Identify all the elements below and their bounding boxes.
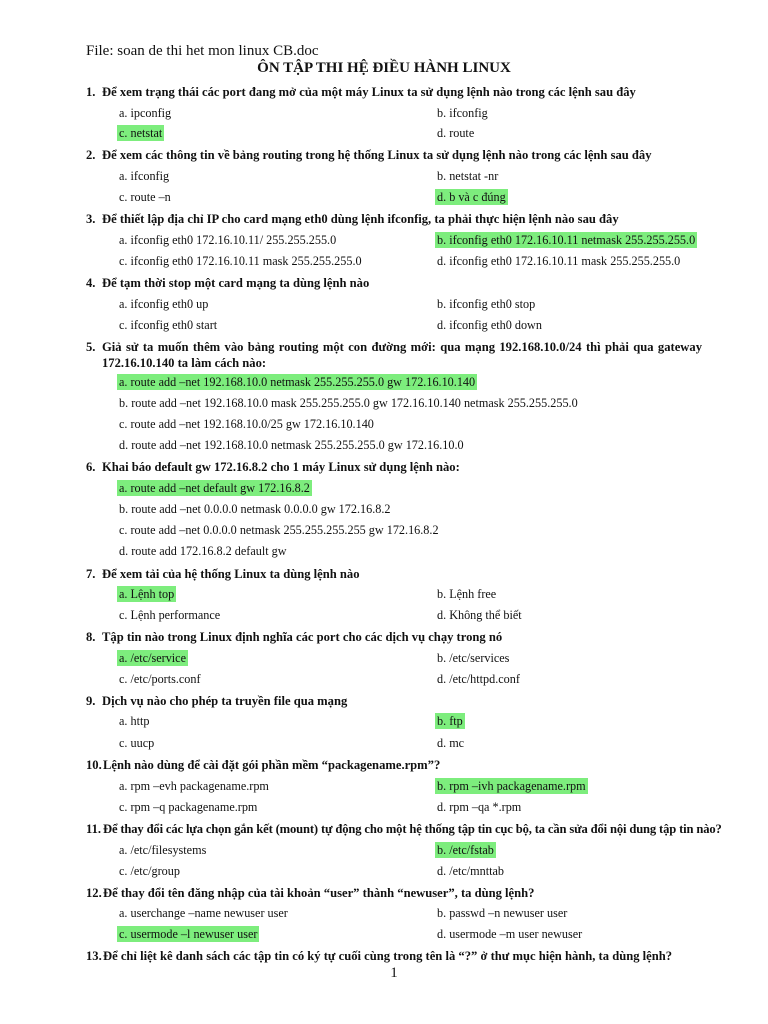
option-11b-answer: b. /etc/fstab (437, 843, 494, 857)
option-11d: d. /etc/mnttab (437, 864, 505, 878)
option-10b-answer: b. rpm –ivh packagename.rpm (437, 779, 586, 793)
option-3b-answer: b. ifconfig eth0 172.16.10.11 netmask 255.255.255.0 (437, 233, 696, 247)
option-4b: b. ifconfig eth0 stop (437, 297, 536, 311)
option-7c: c. Lệnh performance (119, 608, 221, 622)
question-text: Dịch vụ nào cho phép ta truyền file qua mạng (102, 694, 348, 708)
question-12 (86, 884, 702, 902)
option-3c: c. ifconfig eth0 172.16.10.11 mask 255.255.255.0 (119, 254, 362, 268)
option-9c: c. uucp (119, 736, 155, 750)
option-5b: b. route add –net 192.168.10.0 mask 255.255.255.0 gw 172.16.10.140 netmask 255.255.255.0 (119, 396, 578, 410)
question-text: Để xem trạng thái các port đang mở của một máy Linux ta sử dụng lệnh nào trong các lệnh sau đây (102, 85, 636, 99)
question-11 (86, 820, 722, 838)
option-12d: d. usermode –m user newuser (437, 927, 583, 941)
option-7a-answer: a. Lệnh top (119, 587, 175, 601)
question-number: 3. (86, 212, 96, 226)
question-number: 12. (86, 886, 102, 900)
question-number: 5. (86, 340, 96, 354)
question-number: 8. (86, 630, 96, 644)
option-7d: d. Không thể biết (437, 608, 522, 622)
option-6a-answer: a. route add –net default gw 172.16.8.2 (119, 481, 310, 495)
option-6d: d. route add 172.16.8.2 default gw (119, 544, 287, 558)
option-11c: c. /etc/group (119, 864, 180, 878)
question-text: Tập tin nào trong Linux định nghĩa các port cho các dịch vụ chạy trong nó (102, 630, 503, 644)
question-number: 2. (86, 148, 96, 162)
question-text: Để thay đổi tên đăng nhập của tài khoản “user” thành “newuser”, ta dùng lệnh? (103, 886, 535, 900)
option-9d: d. mc (437, 736, 465, 750)
option-11a: a. /etc/filesystems (119, 843, 207, 857)
option-6b: b. route add –net 0.0.0.0 netmask 0.0.0.0 gw 172.16.8.2 (119, 502, 391, 516)
option-2d-answer: d. b và c đúng (437, 190, 506, 204)
question-text: Để xem các thông tin về bảng routing trong hệ thống Linux ta sử dụng lệnh nào trong các lệnh sau đây (102, 148, 652, 162)
option-2b: b. netstat -nr (437, 169, 499, 183)
page-title: ÔN TẬP THI HỆ ĐIỀU HÀNH LINUX (257, 60, 511, 76)
option-2a: a. ifconfig (119, 169, 170, 183)
option-1d: d. route (437, 126, 475, 140)
question-text: Để thiết lập địa chỉ IP cho card mạng eth0 dùng lệnh ifconfig, ta phải thực hiện lệnh nào sau đây (102, 212, 619, 226)
option-1b: b. ifconfig (437, 106, 488, 120)
question-6 (86, 458, 702, 476)
question-4 (86, 274, 702, 292)
option-8a-answer: a. /etc/service (119, 651, 186, 665)
option-5c: c. route add –net 192.168.10.0/25 gw 172.16.10.140 (119, 417, 374, 431)
option-9b-answer: b. ftp (437, 714, 463, 728)
question-9 (86, 692, 702, 710)
option-9a: a. http (119, 714, 150, 728)
option-1c-answer: c. netstat (119, 126, 163, 140)
option-10c: c. rpm –q packagename.rpm (119, 800, 258, 814)
question-number: 7. (86, 567, 96, 581)
question-text: Khai báo default gw 172.16.8.2 cho 1 máy Linux sử dụng lệnh nào: (102, 460, 460, 474)
question-text-continued: 172.16.10.140 ta làm cách nào: (102, 356, 267, 370)
option-12c-answer: c. usermode –l newuser user (119, 927, 258, 941)
option-8d: d. /etc/httpd.conf (437, 672, 520, 686)
question-text: Lệnh nào dùng để cài đặt gói phần mềm “packagename.rpm”? (103, 758, 441, 772)
question-text: Giả sử ta muốn thêm vào bảng routing một con đường mới: qua mạng 192.168.10.0/24 thì phải qua gateway (102, 340, 702, 354)
option-8c: c. /etc/ports.conf (119, 672, 201, 686)
question-number: 10. (86, 758, 102, 772)
page-number: 1 (390, 965, 398, 981)
file-name-label: File: soan de thi het mon linux CB.doc (86, 43, 319, 59)
question-number: 1. (86, 85, 96, 99)
option-12b: b. passwd –n newuser user (437, 906, 568, 920)
option-7b: b. Lệnh free (437, 587, 497, 601)
option-10d: d. rpm –qa *.rpm (437, 800, 522, 814)
option-12a: a. userchange –name newuser user (119, 906, 288, 920)
option-10a: a. rpm –evh packagename.rpm (119, 779, 269, 793)
question-2 (86, 146, 702, 164)
option-3a: a. ifconfig eth0 172.16.10.11/ 255.255.255.0 (119, 233, 337, 247)
option-1a: a. ipconfig (119, 106, 172, 120)
question-10 (86, 756, 702, 774)
option-2c: c. route –n (119, 190, 171, 204)
option-6c: c. route add –net 0.0.0.0 netmask 255.255.255.255 gw 172.16.8.2 (119, 523, 439, 537)
option-4a: a. ifconfig eth0 up (119, 297, 209, 311)
question-number: 4. (86, 276, 96, 290)
question-8 (86, 628, 702, 646)
option-8b: b. /etc/services (437, 651, 510, 665)
question-number: 11. (86, 822, 102, 836)
option-4c: c. ifconfig eth0 start (119, 318, 218, 332)
question-number: 9. (86, 694, 96, 708)
option-3d: d. ifconfig eth0 172.16.10.11 mask 255.255.255.0 (437, 254, 681, 268)
question-5 (86, 338, 702, 372)
question-text: Để thay đổi các lựa chọn gắn kết (mount) tự động cho một hệ thống tập tin cục bộ, ta cần sửa đổi nội dung tập tin nào? (103, 822, 722, 836)
question-number: 6. (86, 460, 96, 474)
question-text: Để tạm thời stop một card mạng ta dùng lệnh nào (102, 276, 370, 290)
option-5d: d. route add –net 192.168.10.0 netmask 255.255.255.0 gw 172.16.10.0 (119, 438, 464, 452)
question-1 (86, 83, 702, 101)
question-13 (86, 947, 702, 965)
question-7 (86, 565, 702, 583)
question-number: 13. (86, 949, 102, 963)
option-4d: d. ifconfig eth0 down (437, 318, 542, 332)
question-text: Để chỉ liệt kê danh sách các tập tin có ký tự cuối cùng trong tên là “?” ở thư mục hiện hành, ta dùng lệnh? (103, 949, 673, 963)
question-text: Để xem tải của hệ thống Linux ta dùng lệnh nào (102, 567, 360, 581)
option-5a-answer: a. route add –net 192.168.10.0 netmask 255.255.255.0 gw 172.16.10.140 (119, 375, 476, 389)
question-3 (86, 210, 702, 228)
